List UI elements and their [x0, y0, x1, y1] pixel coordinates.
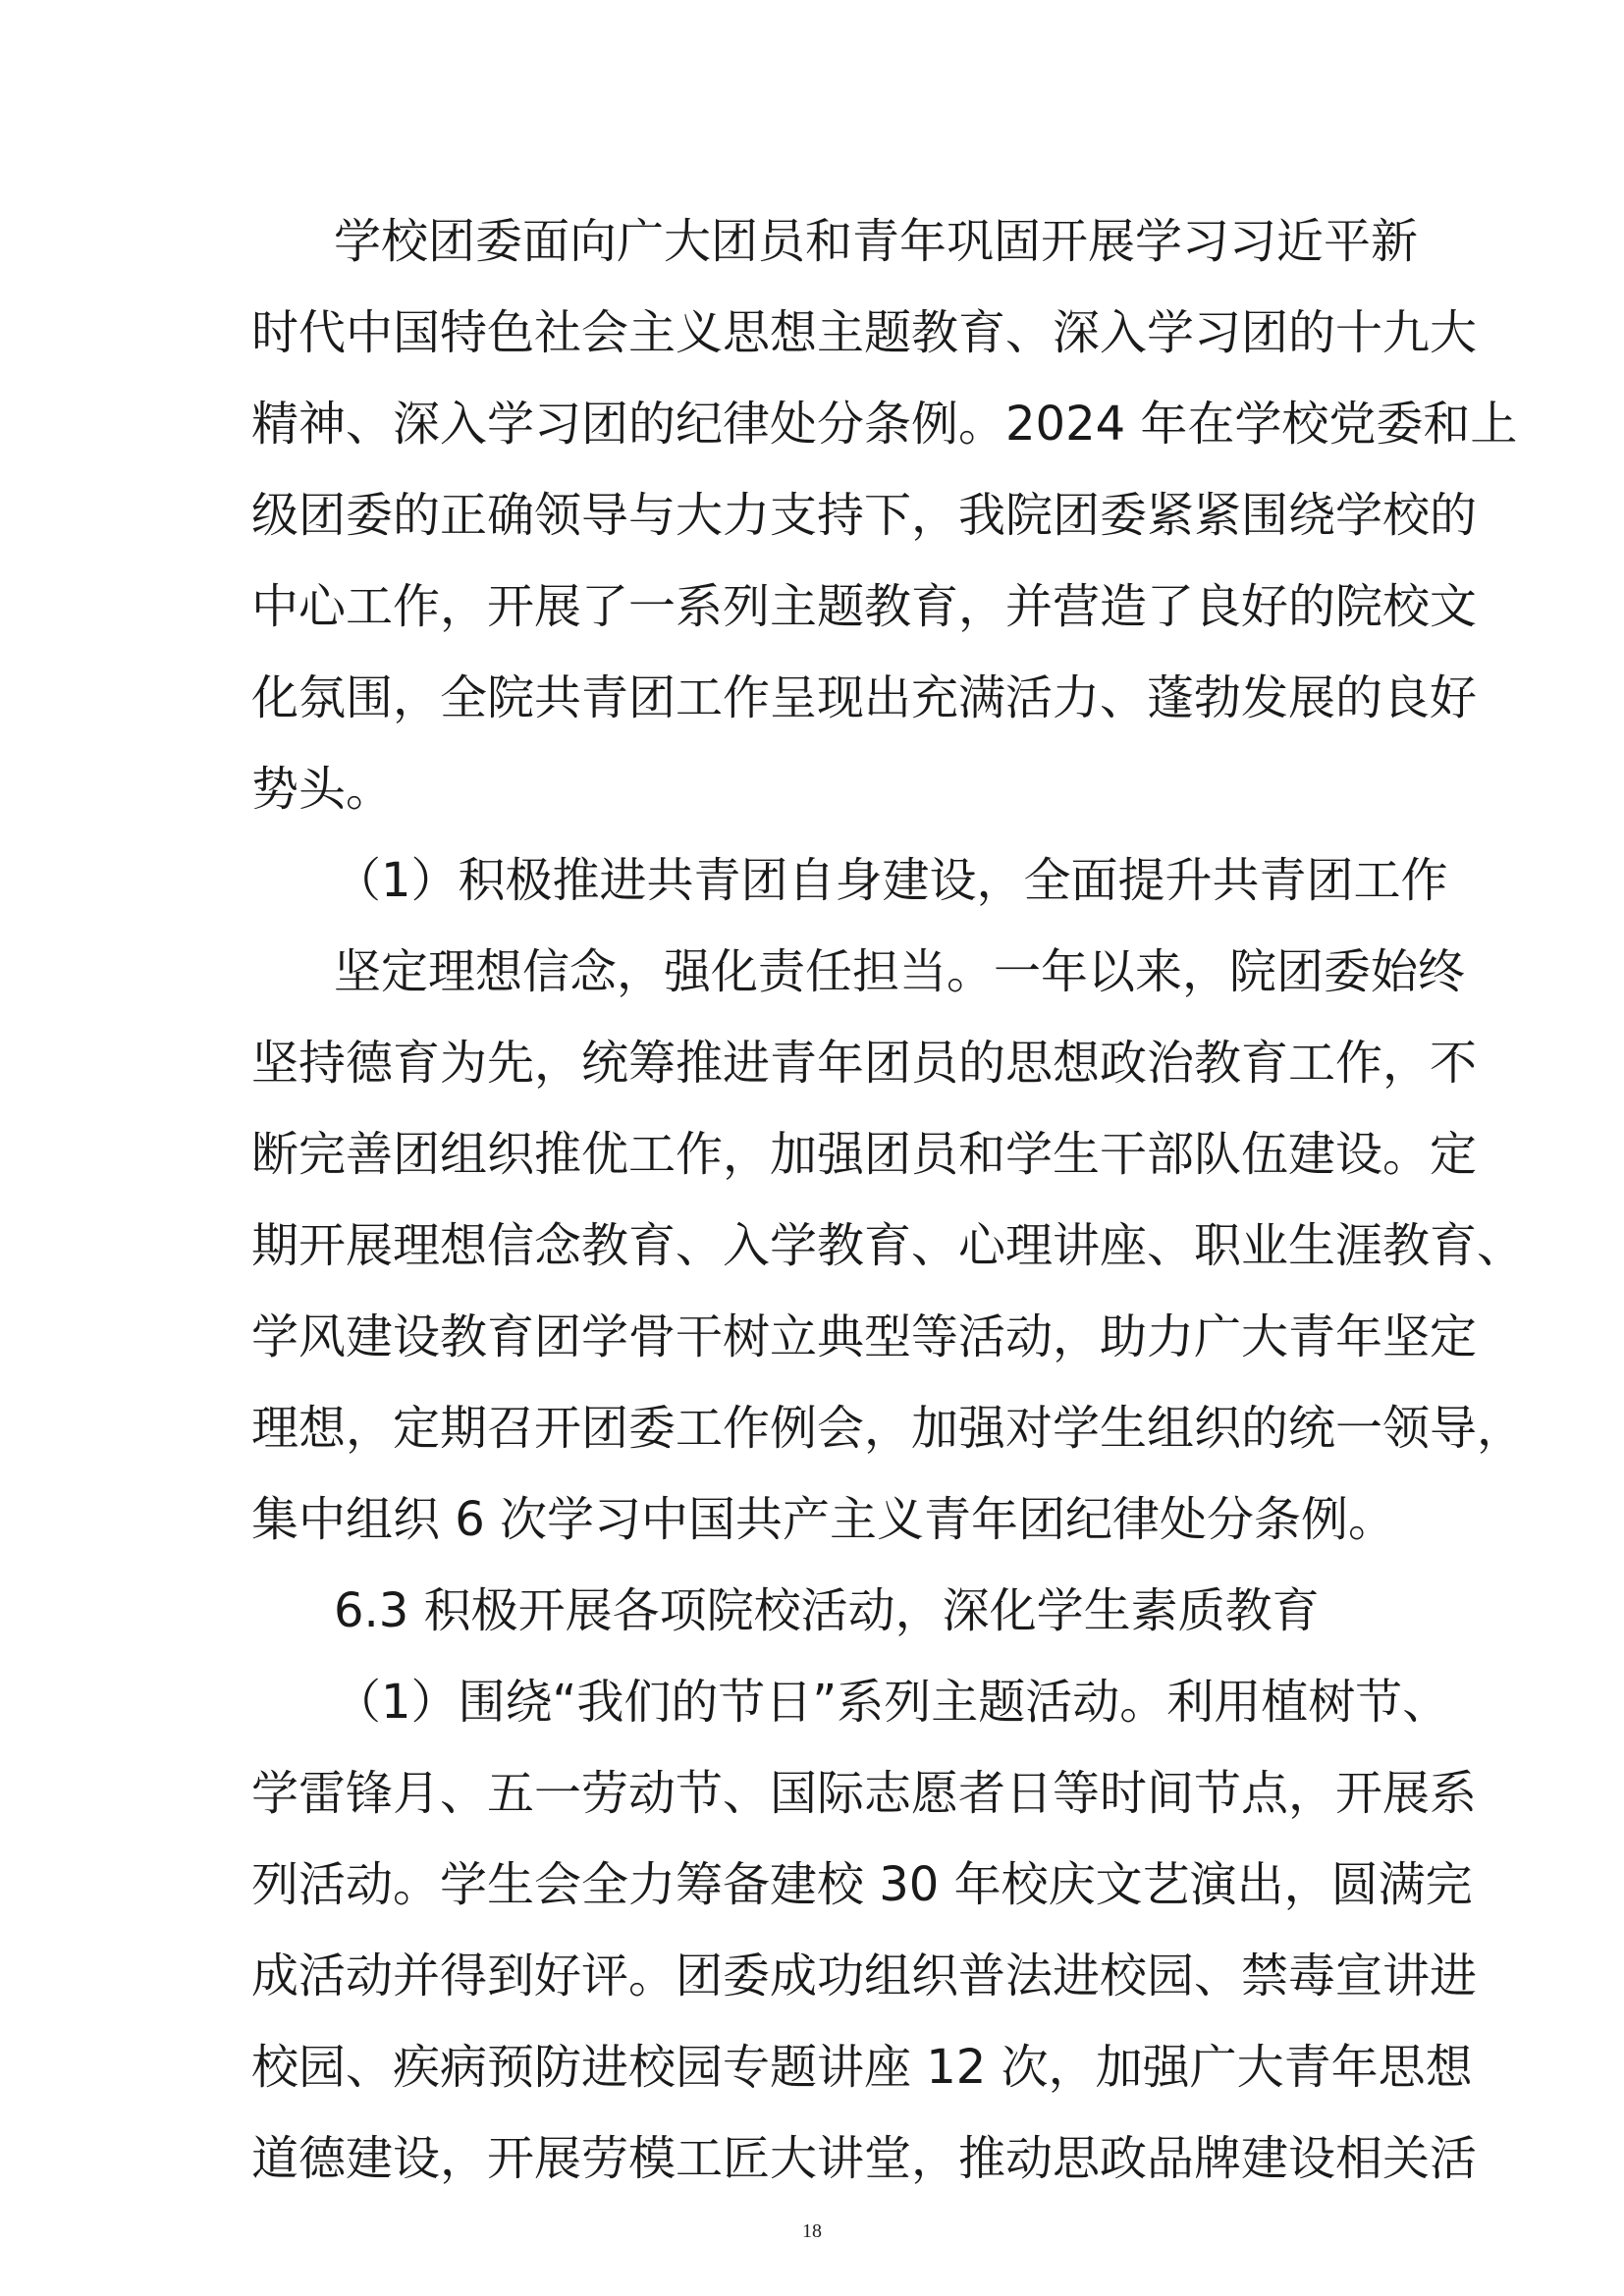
section-heading: （1）积极推进共青团自身建设，全面提升共青团工作 [334, 853, 1448, 908]
text-line: 化氛围，全院共青团工作呈现出充满活力、蓬勃发展的良好 [251, 670, 1478, 725]
text-line: 断完善团组织推优工作，加强团员和学生干部队伍建设。定 [251, 1127, 1478, 1182]
page-number: 18 [802, 2220, 822, 2242]
text-line: 时代中国特色社会主义思想主题教育、深入学习团的十九大 [251, 305, 1478, 360]
text-line: 精神、深入学习团的纪律处分条例。2024 年在学校党委和上 [251, 397, 1518, 452]
text-line: 集中组织 6 次学习中国共产主义青年团纪律处分条例。 [251, 1492, 1396, 1547]
text-line: 坚持德育为先，统筹推进青年团员的思想政治教育工作，不 [251, 1036, 1478, 1091]
text-line: 坚定理想信念，强化责任担当。一年以来，院团委始终 [334, 944, 1466, 999]
text-line: 中心工作，开展了一系列主题教育，并营造了良好的院校文 [251, 579, 1478, 634]
text-line: 道德建设，开展劳模工匠大讲堂，推动思政品牌建设相关活 [251, 2131, 1478, 2186]
text-line: 成活动并得到好评。团委成功组织普法进校园、禁毒宣讲进 [251, 1949, 1478, 2003]
text-line: （1）围绕“我们的节日”系列主题活动。利用植树节、 [334, 1675, 1450, 1730]
text-line: 列活动。学生会全力筹备建校 30 年校庆文艺演出，圆满完 [251, 1857, 1473, 1912]
section-heading: 6.3 积极开展各项院校活动，深化学生素质教育 [334, 1583, 1320, 1638]
text-line: 理想，定期召开团委工作例会，加强对学生组织的统一领导， [251, 1401, 1525, 1456]
text-line: 级团委的正确领导与大力支持下，我院团委紧紧围绕学校的 [251, 488, 1478, 543]
text-line: 势头。 [251, 762, 394, 817]
text-line: 学校团委面向广大团员和青年巩固开展学习习近平新 [334, 214, 1419, 269]
text-line: 学风建设教育团学骨干树立典型等活动，助力广大青年坚定 [251, 1309, 1478, 1364]
text-line: 期开展理想信念教育、入学教育、心理讲座、职业生涯教育、 [251, 1218, 1525, 1273]
text-line: 学雷锋月、五一劳动节、国际志愿者日等时间节点，开展系 [251, 1766, 1478, 1821]
text-line: 校园、疾病预防进校园专题讲座 12 次，加强广大青年思想 [251, 2040, 1473, 2095]
